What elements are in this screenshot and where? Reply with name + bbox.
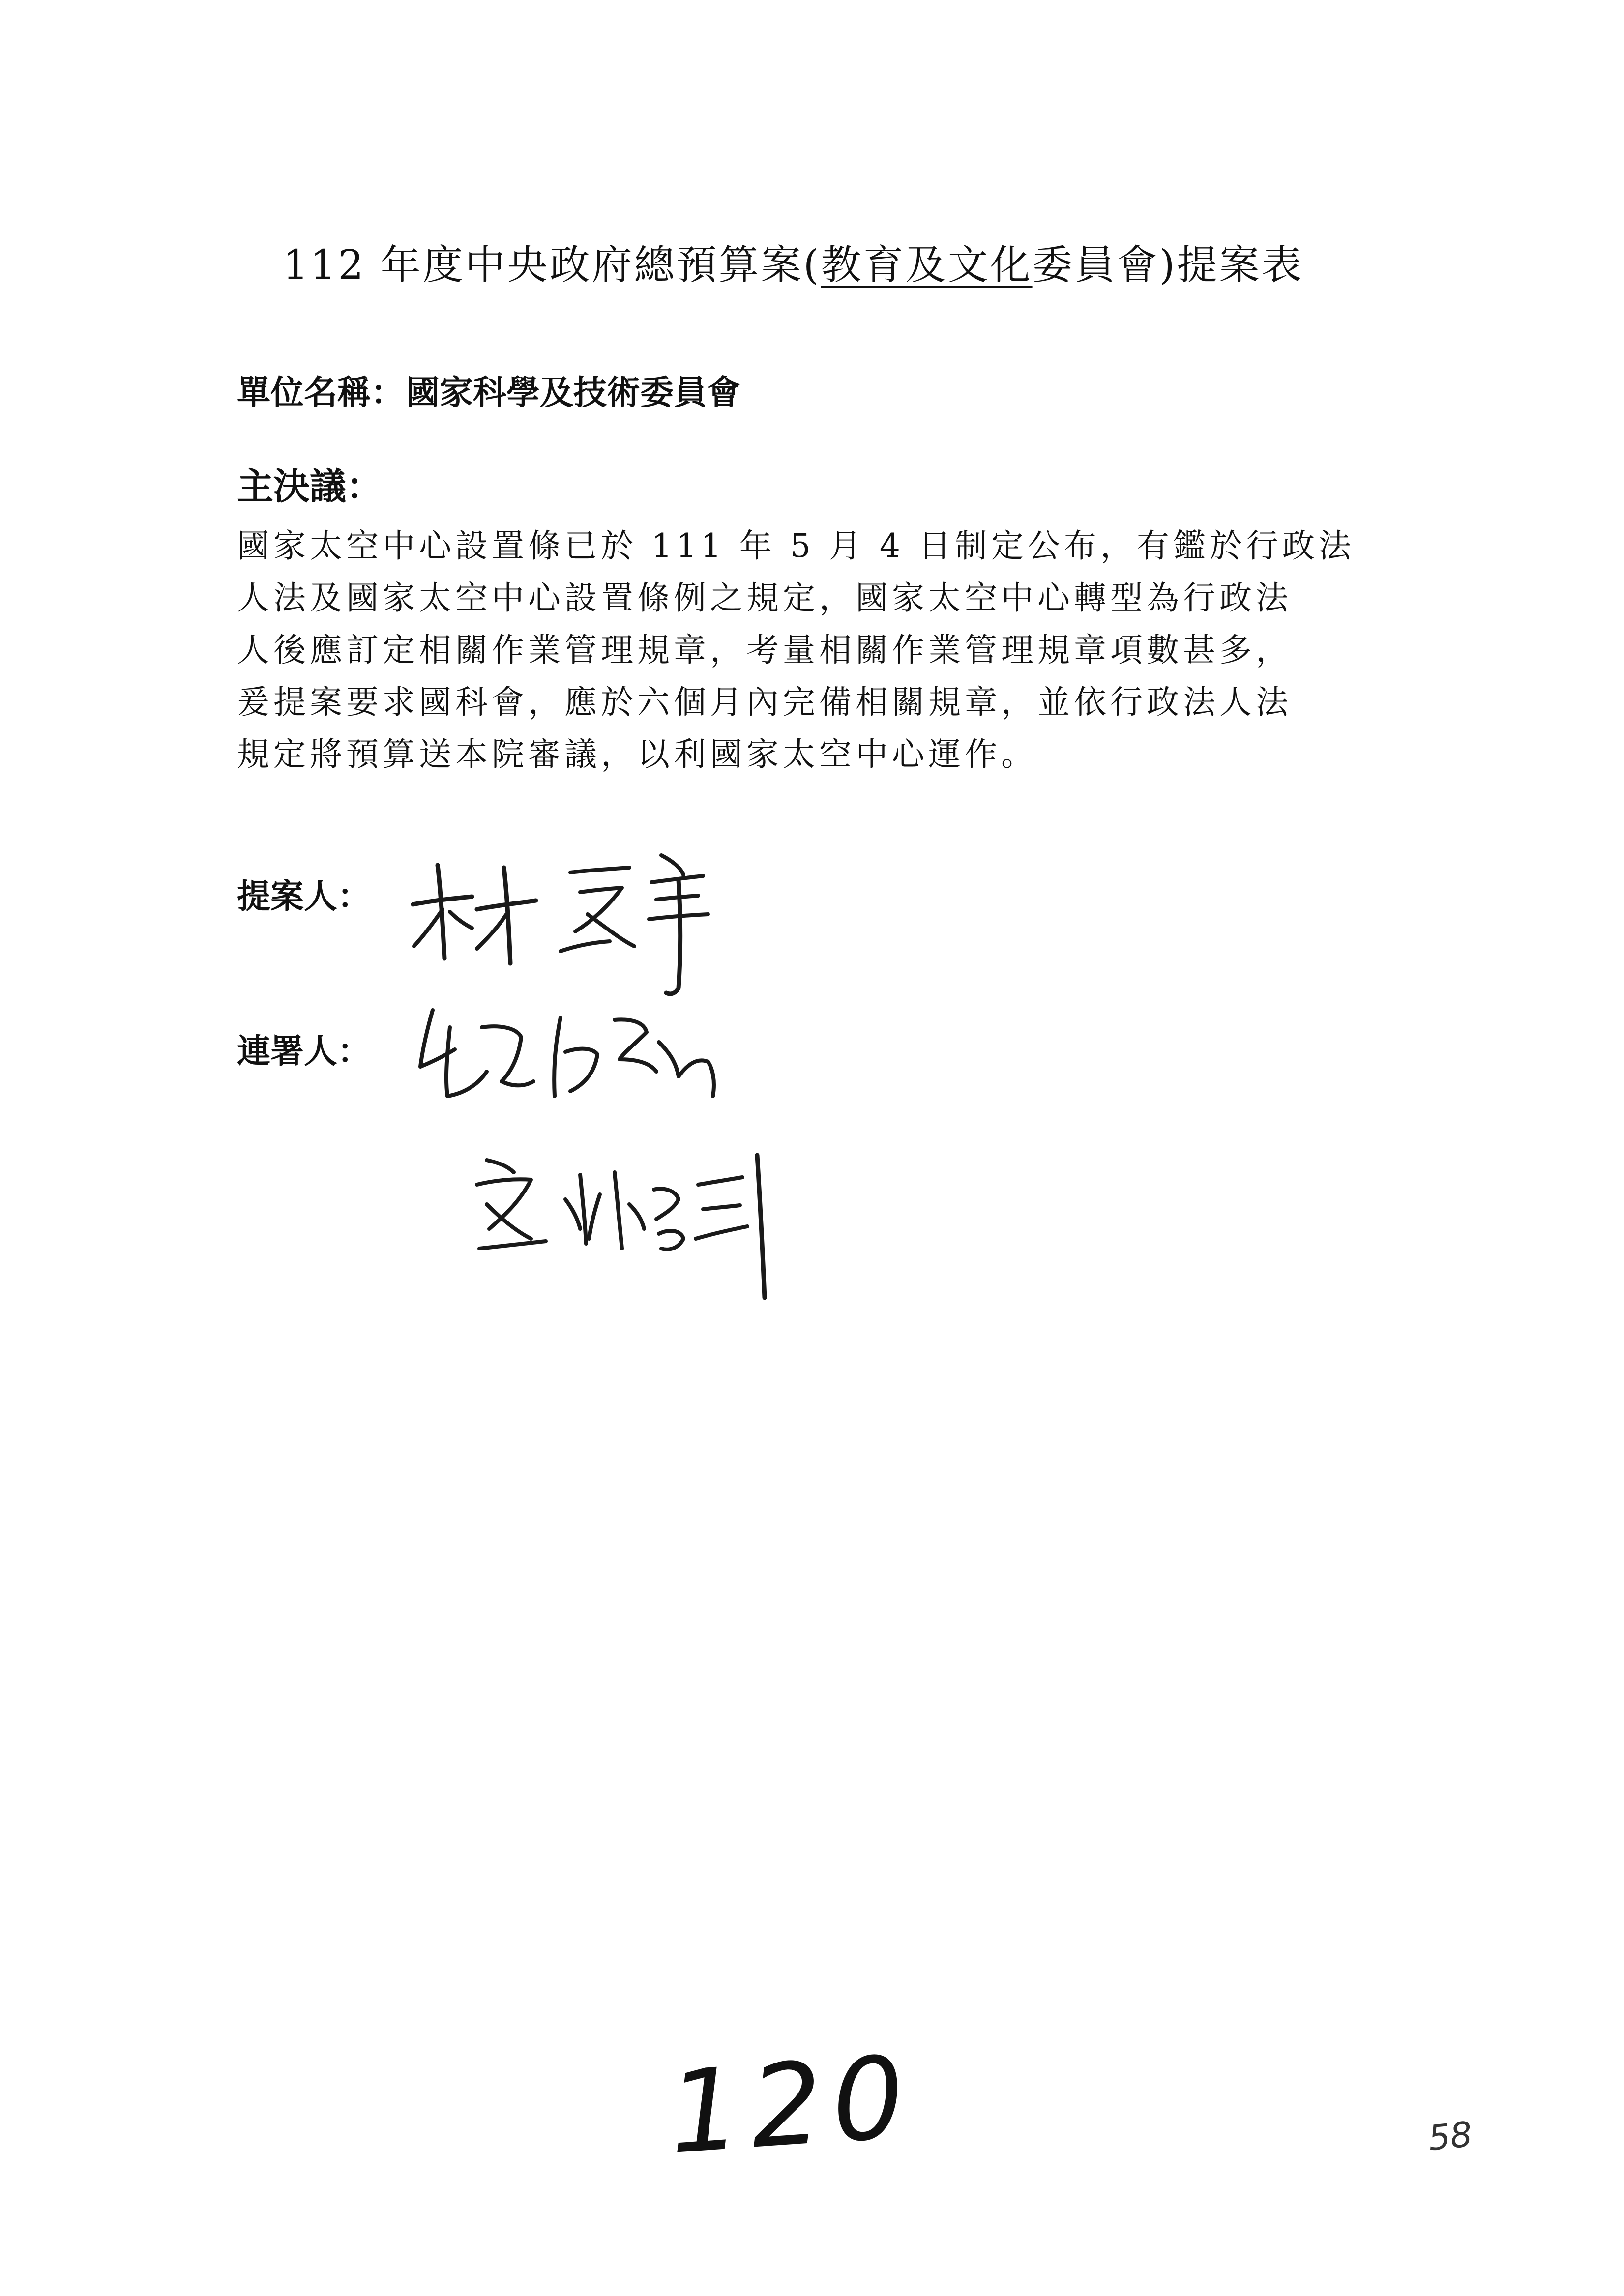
resolution-line: 爰提案要求國科會，應於六個月內完備相關規章，並依行政法人法 bbox=[237, 683, 1292, 721]
resolution-line: 人法及國家太空中心設置條例之規定，國家太空中心轉型為行政法 bbox=[237, 579, 1292, 617]
title-suffix: 委員會)提案表 bbox=[1032, 242, 1304, 289]
cosigner-signature-1 bbox=[413, 998, 728, 1116]
cosigner-label: 連署人： bbox=[237, 1032, 371, 1071]
resolution-line: 人後應訂定相關作業管理規章，考量相關作業管理規章項數甚多， bbox=[237, 631, 1292, 669]
proposer-label: 提案人： bbox=[237, 877, 371, 916]
unit-label: 單位名稱： bbox=[237, 374, 405, 412]
resolution-line: 規定將預算送本院審議，以利國家太空中心運作。 bbox=[237, 735, 1037, 773]
proposer-signature bbox=[403, 845, 718, 1008]
resolution-body bbox=[237, 520, 1368, 781]
unit-name-row bbox=[237, 371, 740, 415]
resolution-heading: 主決議： bbox=[237, 465, 383, 508]
title-prefix: 112 年度中央政府總預算案( bbox=[283, 242, 821, 289]
page-number: 58 bbox=[1426, 2114, 1475, 2159]
unit-value: 國家科學及技術委員會 bbox=[406, 374, 741, 412]
resolution-line: 國家太空中心設置條已於 111 年 5 月 4 日制定公布，有鑑於行政法 bbox=[237, 527, 1355, 565]
document-title bbox=[283, 236, 1463, 295]
handwritten-number: 120 bbox=[664, 2031, 918, 2180]
title-committee: 教育及文化 bbox=[821, 242, 1033, 289]
cosigner-signature-2 bbox=[467, 1145, 792, 1308]
